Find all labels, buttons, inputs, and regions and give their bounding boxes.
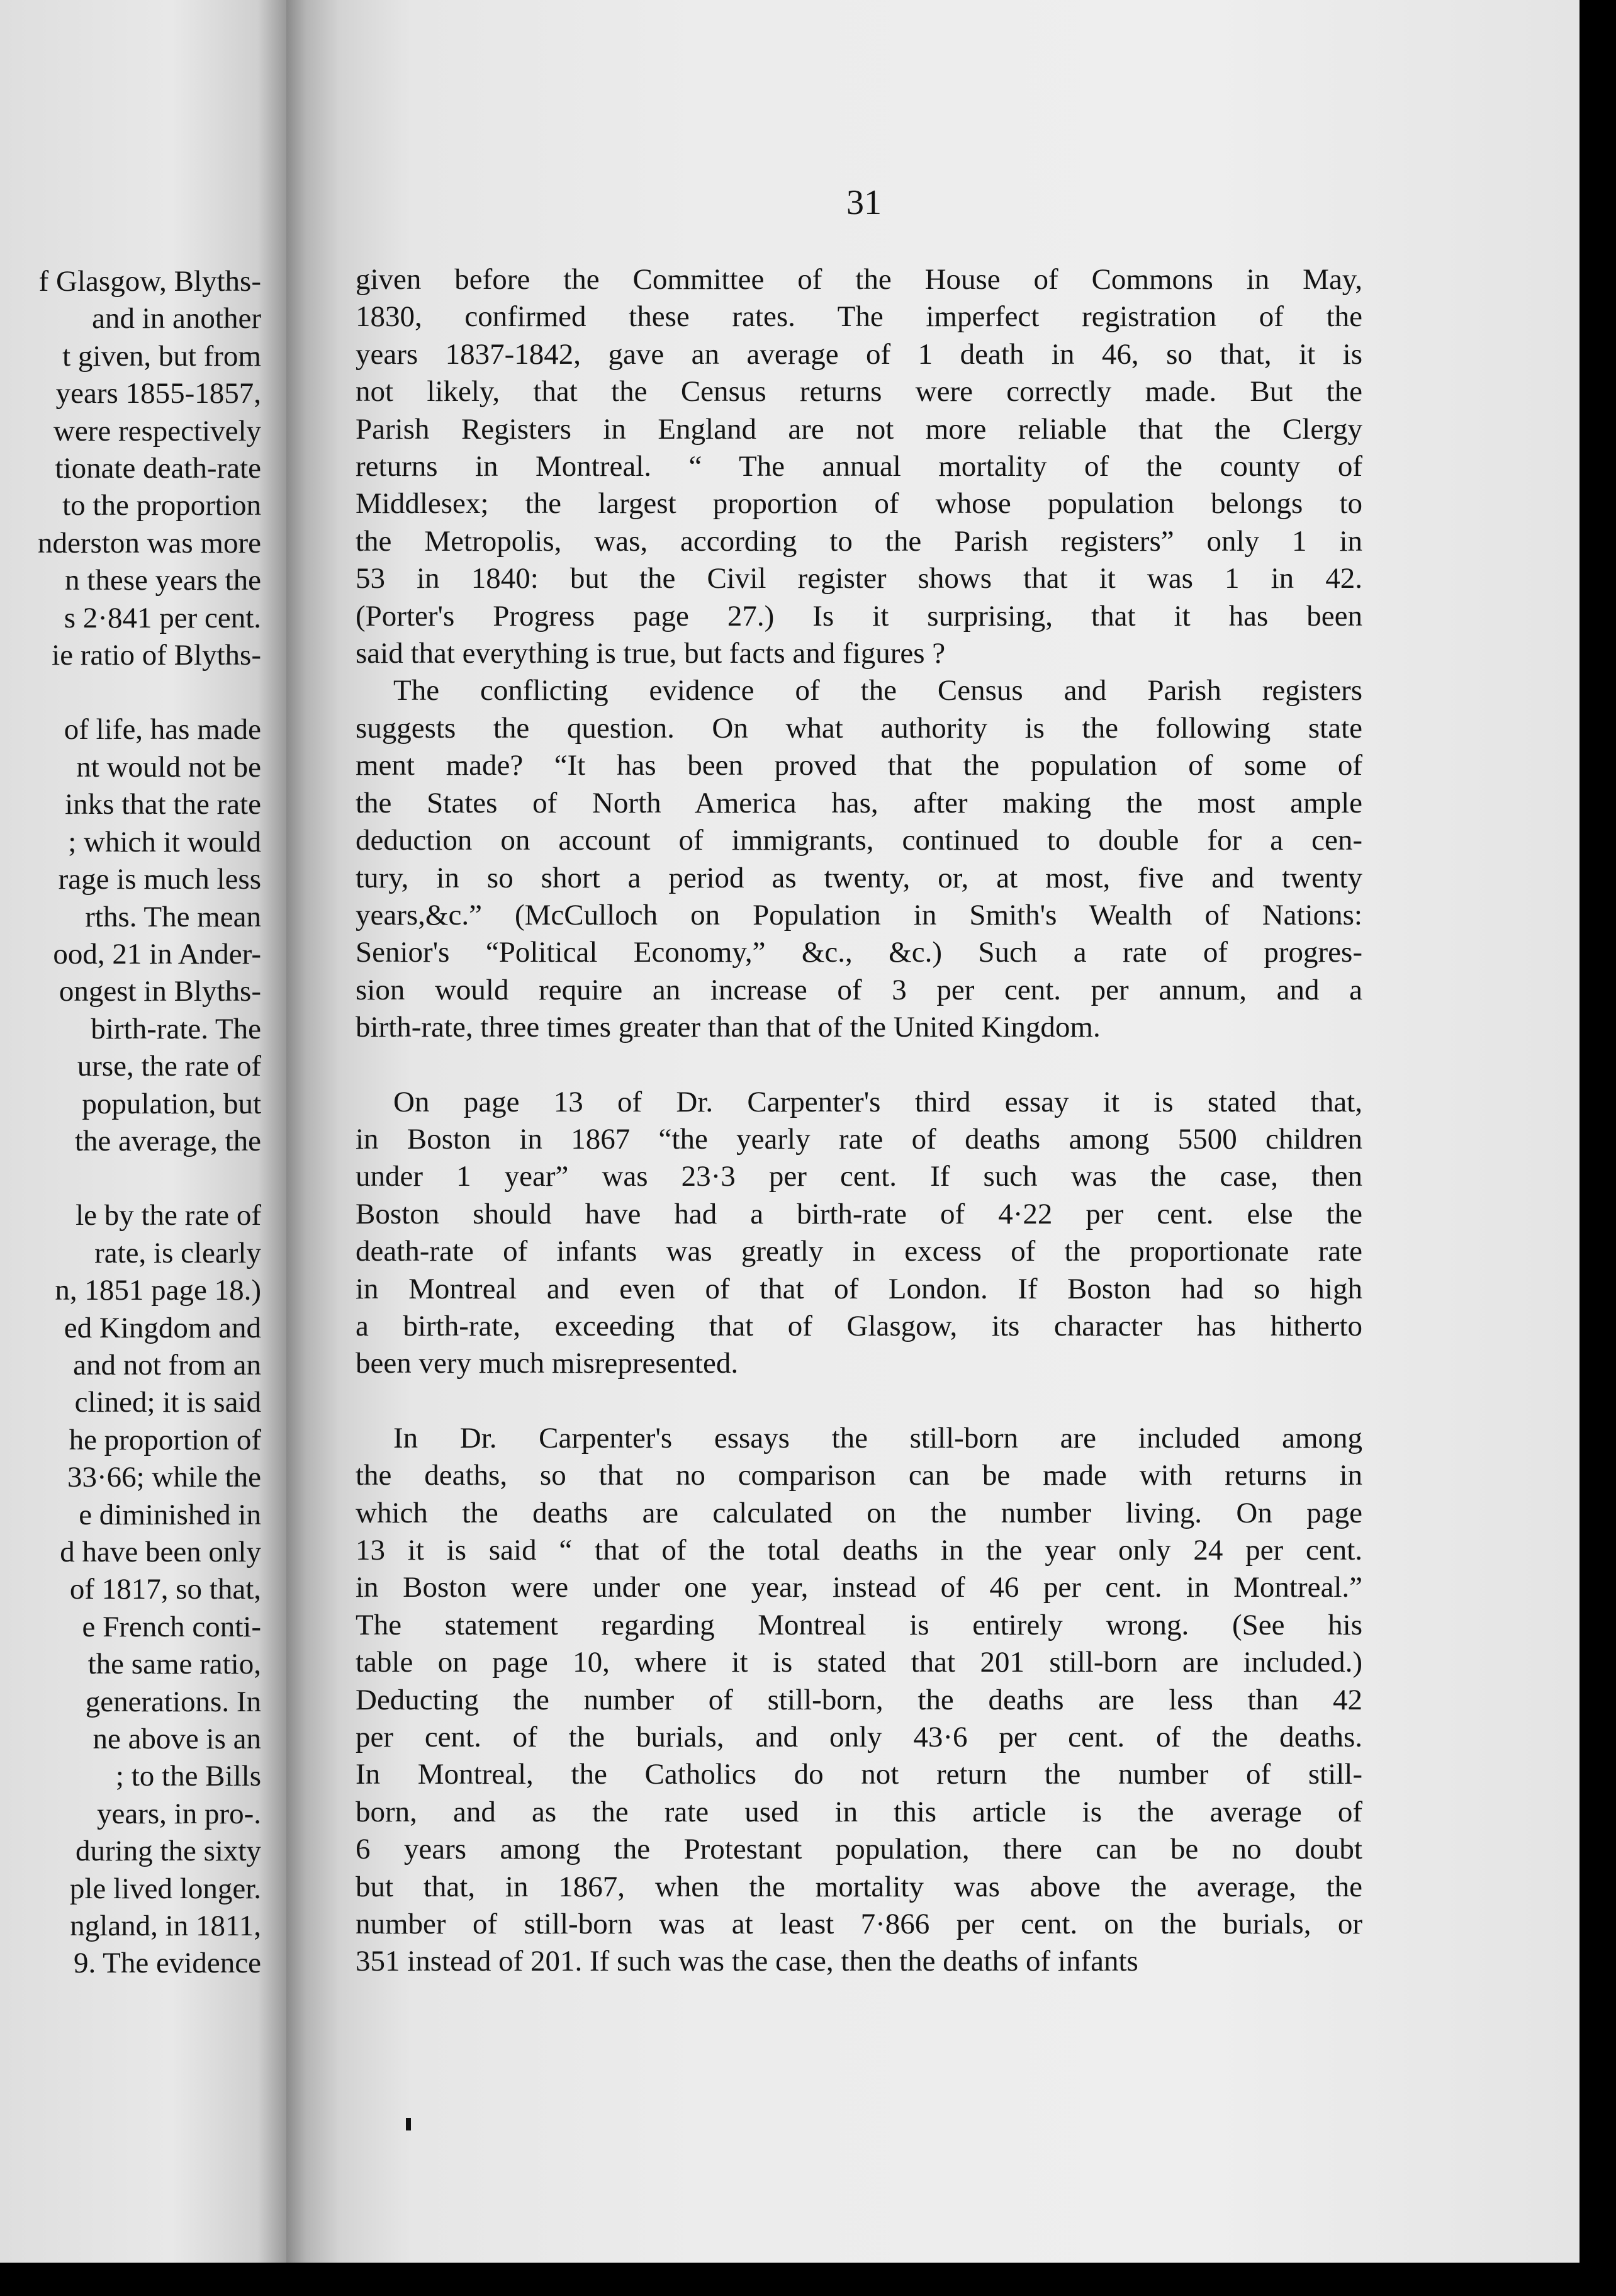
text-line: given before the Committee of the House of Commons in May, [356, 263, 1362, 296]
text-line: sion would require an increase of 3 per cent. per annum, and a [356, 973, 1362, 1006]
text-line: 6 years among the Protestant population, there can be no doubt [356, 1833, 1362, 1866]
right-page [337, 0, 1580, 2263]
text-line: returns in Montreal. “ The annual mortality of the county of [356, 450, 1362, 483]
left-page-line: f Glasgow, Blyths- [38, 265, 261, 298]
text-line: a birth-rate, exceeding that of Glasgow, its character has hitherto [356, 1309, 1362, 1342]
text-line: under 1 year” was 23·3 per cent. If such was the case, then [356, 1160, 1362, 1193]
left-page-line: e French conti- [82, 1610, 261, 1643]
left-page-line: n these years the [65, 564, 261, 597]
page-number: 31 [846, 183, 882, 222]
text-line: Senior's “Political Economy,” &c., &c.) Such a rate of progres- [356, 936, 1362, 969]
paragraph-gap [356, 1383, 1362, 1420]
left-page-line: of 1817, so that, [69, 1573, 261, 1606]
text-line: Deducting the number of still-born, the deaths are less than 42 [356, 1683, 1362, 1716]
text-line: number of still-born was at least 7·866 per cent. on the burials, or [356, 1908, 1362, 1941]
left-page-line: during the sixty [75, 1835, 261, 1868]
text-line: which the deaths are calculated on the number living. On page [356, 1496, 1362, 1529]
left-page [0, 0, 286, 2296]
left-page-line: birth-rate. The [91, 1012, 261, 1045]
text-line: Parish Registers in England are not more reliable that the Clergy [356, 412, 1362, 446]
text-line: 351 instead of 201. If such was the case, then the deaths of infants [356, 1945, 1138, 1978]
left-page-line: rate, is clearly [94, 1236, 261, 1269]
text-line: In Dr. Carpenter's essays the still-born are included among [393, 1421, 1362, 1455]
text-line: 1830, confirmed these rates. The imperfect registration of the [356, 300, 1362, 334]
text-line: tury, in so short a period as twenty, or, at most, five and twenty [356, 861, 1362, 894]
paragraph [356, 261, 1362, 672]
text-line: table on page 10, where it is stated that 201 still-born are included.) [356, 1646, 1362, 1679]
left-page-line: ongest in Blyths- [59, 975, 261, 1008]
left-page-line: and in another [92, 302, 261, 335]
left-page-line: ne above is an [93, 1723, 261, 1756]
text-line: the deaths, so that no comparison can be made with returns in [356, 1459, 1362, 1492]
left-page-line: ngland, in 1811, [70, 1910, 261, 1943]
text-line: 53 in 1840: but the Civil register shows that it was 1 in 42. [356, 562, 1362, 595]
text-line: not likely, that the Census returns were correctly made. But the [356, 375, 1362, 408]
line-gap [0, 1160, 261, 1197]
text-line: years 1837-1842, gave an average of 1 death in 46, so that, it is [356, 337, 1362, 371]
text-line: born, and as the rate used in this article is the average of [356, 1795, 1362, 1828]
text-line: but that, in 1867, when the mortality was above the average, the [356, 1870, 1362, 1903]
left-page-line: generations. In [85, 1685, 261, 1718]
paragraph [356, 672, 1362, 1046]
paragraph-gap [356, 1047, 1362, 1084]
book-gutter [286, 0, 337, 2296]
text-line: The conflicting evidence of the Census and Parish registers [393, 674, 1362, 707]
left-page-line: rage is much less [58, 863, 261, 896]
left-page-line: the average, the [74, 1124, 261, 1157]
left-page-line: the same ratio, [87, 1648, 261, 1681]
text-line: in Boston in 1867 “the yearly rate of deaths among 5500 children [356, 1122, 1362, 1156]
left-page-line: inks that the rate [65, 788, 261, 821]
text-line: said that everything is true, but facts and figures ? [356, 637, 946, 670]
left-page-line: ie ratio of Blyths- [52, 639, 261, 672]
left-page-line: years, in pro-. [96, 1797, 261, 1830]
page-body [356, 261, 1362, 1981]
left-page-line: e diminished in [79, 1498, 261, 1531]
left-page-line: to the proportion [62, 489, 261, 522]
left-page-line: ood, 21 in Ander- [53, 937, 261, 971]
left-page-line: nt would not be [76, 750, 261, 784]
text-line: in Montreal and even of that of London. If Boston had so high [356, 1272, 1362, 1305]
text-line: Middlesex; the largest proportion of whose population belongs to [356, 487, 1362, 521]
text-line: years,&c.” (McCulloch on Population in Smith's Wealth of Nations: [356, 898, 1362, 931]
paragraph [356, 1420, 1362, 1981]
left-page-line: population, but [82, 1087, 261, 1120]
text-line: Boston should have had a birth-rate of 4·22 per cent. else the [356, 1197, 1362, 1230]
text-line: 13 it is said “ that of the total deaths in the year only 24 per cent. [356, 1534, 1362, 1567]
left-page-line: 33·66; while the [67, 1461, 261, 1494]
text-line: In Montreal, the Catholics do not return the number of still- [356, 1758, 1362, 1791]
left-page-line: le by the rate of [76, 1199, 261, 1232]
text-line: death-rate of infants was greatly in excess of the proportionate rate [356, 1235, 1362, 1268]
text-line: per cent. of the burials, and only 43·6 per cent. of the deaths. [356, 1721, 1362, 1754]
text-line: been very much misrepresented. [356, 1347, 739, 1380]
left-page-line: d have been only [60, 1536, 261, 1568]
text-line: The statement regarding Montreal is entirely wrong. (See his [356, 1608, 1362, 1641]
left-page-line: and not from an [73, 1348, 261, 1382]
left-page-line: clined; it is said [74, 1386, 261, 1419]
left-page-line: of life, has made [64, 713, 261, 746]
scan-border [0, 2263, 1616, 2296]
left-page-line: 9. The evidence [74, 1947, 261, 1980]
left-page-line: rths. The mean [85, 900, 261, 933]
left-page-text [0, 263, 261, 1983]
left-page-line: ; which it would [68, 825, 261, 858]
left-page-line: t given, but from [62, 339, 261, 373]
text-line: deduction on account of immigrants, continued to double for a cen- [356, 824, 1362, 857]
text-line: the Metropolis, was, according to the Parish registers” only 1 in [356, 524, 1362, 558]
left-page-line: tionate death-rate [55, 452, 261, 485]
left-page-line: s 2·841 per cent. [64, 601, 261, 634]
text-line: On page 13 of Dr. Carpenter's third essay it is stated that, [393, 1085, 1362, 1118]
left-page-line: ple lived longer. [69, 1872, 261, 1905]
left-page-line: ed Kingdom and [64, 1311, 261, 1344]
text-line: the States of North America has, after making the most ample [356, 786, 1362, 819]
left-page-line: urse, the rate of [77, 1050, 261, 1083]
text-line: suggests the question. On what authority is the following state [356, 711, 1362, 745]
left-page-line: ; to the Bills [115, 1760, 261, 1793]
line-gap [0, 674, 261, 711]
left-page-line: nderston was more [37, 526, 261, 560]
text-line: ment made? “It has been proved that the population of some of [356, 749, 1362, 782]
left-page-line: were respectively [53, 414, 261, 447]
left-page-line: years 1855-1857, [55, 377, 261, 410]
ink-mark [406, 2118, 411, 2130]
left-page-line: n, 1851 page 18.) [55, 1274, 261, 1307]
left-page-line: he proportion of [69, 1423, 261, 1456]
text-line: birth-rate, three times greater than that of the United Kingdom. [356, 1011, 1101, 1044]
text-line: (Porter's Progress page 27.) Is it surprising, that it has been [356, 599, 1362, 633]
paragraph [356, 1084, 1362, 1383]
text-line: in Boston were under one year, instead of 46 per cent. in Montreal.” [356, 1571, 1362, 1604]
